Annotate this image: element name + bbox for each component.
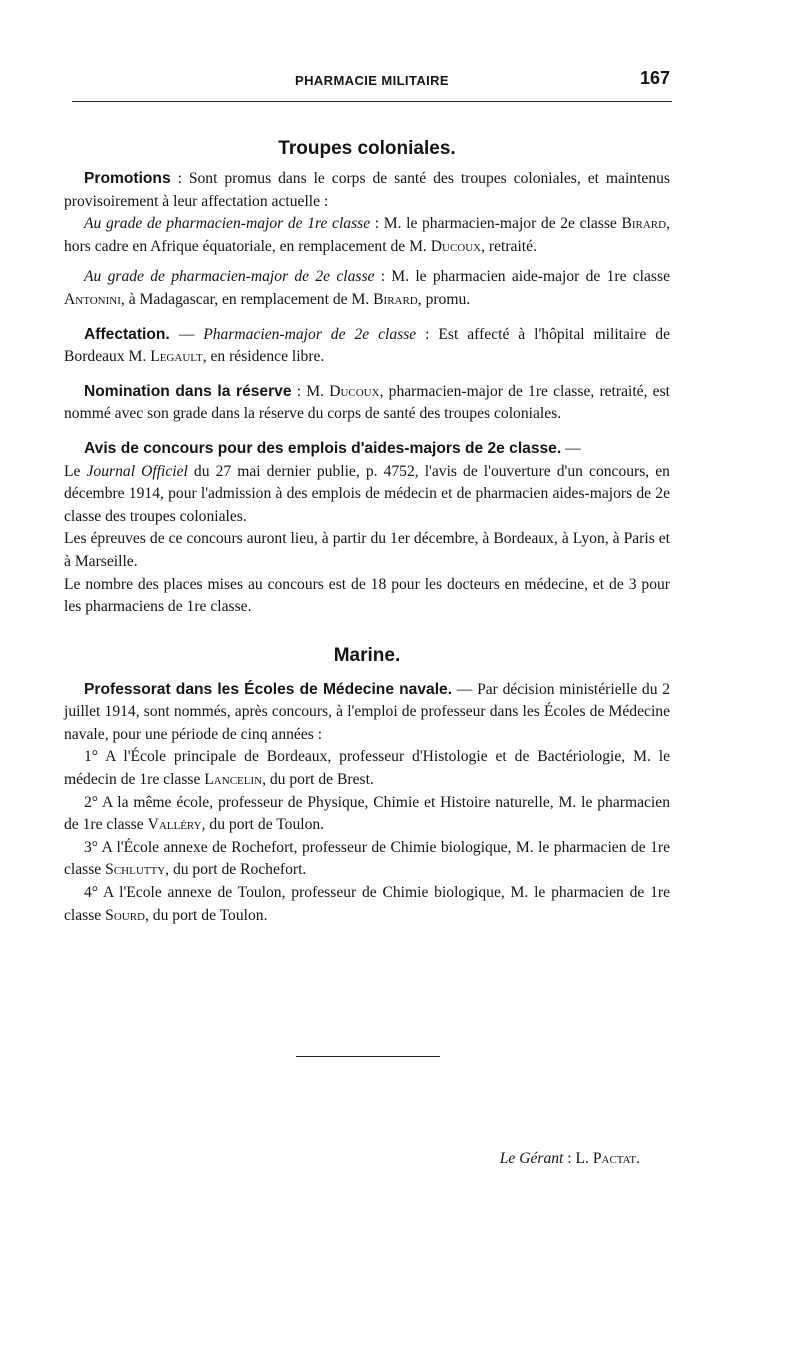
- professorat-heading: Professorat dans les Écoles de Médecine navale.: [84, 680, 453, 698]
- header-rule: [72, 101, 672, 102]
- concours-paragraph-3: Le nombre des places mises au concours est de 18 pour les docteurs en médecine, et de 3 pour les pharmaciens de 1re classe.: [64, 575, 670, 616]
- professorat-paragraph: [64, 679, 670, 747]
- text-run: : L.: [563, 1150, 593, 1167]
- nomination-paragraph: [64, 381, 670, 426]
- section-title-marine: Marine.: [333, 644, 401, 666]
- text-run: , hors cadre en Afrique équatoriale, en remplacement de M.: [64, 215, 670, 255]
- text-run: .: [636, 1150, 640, 1167]
- closing-rule: [296, 1056, 440, 1057]
- text-run: , du port de Toulon.: [144, 906, 268, 924]
- promotion-item-1: [64, 213, 670, 258]
- gerant-signature: [500, 1150, 640, 1168]
- text-run: , retraité.: [481, 237, 537, 255]
- text-run: 1° A l'École principale de Bordeaux, professeur d'Histologie et de Bactériologie, M. le médecin de 1re classe: [64, 748, 670, 789]
- person-name: Valléry: [147, 816, 202, 834]
- section-title-troupes-coloniales: Troupes coloniales.: [278, 138, 456, 159]
- text-run: , pharmacien-major de 1re classe, retraité, est nommé avec son grade dans la réserve du corps de santé des troupes coloniales.: [64, 382, 671, 423]
- dash: —: [561, 439, 581, 457]
- professorat-item-3: [64, 837, 670, 882]
- text-run: , du port de Rochefort.: [165, 861, 307, 879]
- concours-heading-paragraph: [64, 438, 670, 461]
- person-name: Schlutty: [105, 861, 166, 879]
- text-run: , promu.: [417, 290, 471, 308]
- gerant-name: Pactat: [592, 1150, 637, 1167]
- gerant-label: Le Gérant: [499, 1150, 564, 1167]
- dash: —: [169, 325, 204, 343]
- concours-heading: Avis de concours pour des emplois d'aides-majors de 2e classe.: [84, 439, 562, 457]
- page-body: [64, 130, 670, 927]
- text-run: 3° A l'École annexe de Rochefort, professeur de Chimie biologique, M. le pharmacien de 1re classe: [64, 838, 670, 879]
- grade-label: Pharmacien-major de 2e classe: [203, 325, 417, 343]
- person-name: Sourd: [105, 906, 145, 924]
- person-name: Antonini: [64, 290, 121, 308]
- nomination-heading: Nomination dans la réserve: [84, 382, 292, 400]
- text-run: : M. le pharmacien-major de 2e classe: [370, 215, 622, 233]
- promotions-heading: Promotions: [84, 170, 171, 187]
- page-number: 167: [639, 68, 670, 88]
- page-header: [72, 70, 672, 96]
- text-run: 2° A la même école, professeur de Physique, Chimie et Histoire naturelle, M. le pharmacien de 1re classe: [64, 793, 670, 834]
- professorat-item-2: [64, 792, 670, 837]
- text-run: : M. le pharmacien aide-major de 1re classe: [374, 268, 670, 286]
- affectation-heading: Affectation.: [84, 325, 170, 343]
- dash: —: [452, 680, 478, 698]
- person-name: Legault: [150, 348, 203, 366]
- text-run: 4° A l'Ecole annexe de Toulon, professeur de Chimie biologique, M. le pharmacien de 1re classe: [64, 884, 670, 924]
- text-run: : Est affecté à l'hôpital militaire de Bordeaux M.: [64, 325, 670, 366]
- text-run: , en résidence libre.: [202, 348, 325, 366]
- journal-title: Journal Officiel: [86, 462, 188, 480]
- promotions-paragraph: [64, 168, 670, 213]
- affectation-paragraph: [64, 324, 670, 369]
- text-run: : M.: [291, 382, 330, 400]
- person-name: Birard: [373, 290, 418, 308]
- running-title: PHARMACIE MILITAIRE: [295, 73, 449, 88]
- person-name: Lancelin: [204, 771, 263, 789]
- text-run: Par décision ministérielle du 2 juillet 1914, sont nommés, après concours, à l'emploi de professeur dans les Écoles de Médecine navale, pour une période de cinq années :: [64, 680, 671, 743]
- promotion-item-2: [64, 266, 670, 311]
- professorat-item-1: [64, 746, 670, 791]
- text-run: , du port de Brest.: [262, 771, 374, 789]
- text-run: Le: [64, 462, 87, 480]
- person-name: Ducoux: [329, 382, 380, 400]
- text-run: , à Madagascar, en remplacement de M.: [120, 290, 374, 308]
- person-name: Ducoux: [430, 237, 482, 255]
- grade-label: Au grade de pharmacien-major de 1re classe: [84, 215, 371, 233]
- person-name: Birard: [621, 215, 667, 233]
- text-run: , du port de Toulon.: [201, 816, 325, 834]
- concours-paragraph: [64, 461, 670, 529]
- text-run: du 27 mai dernier publie, p. 4752, l'avis de l'ouverture d'un concours, en décembre 1914, pour l'admission à des emplois de médecin et de pharmacien aides-majors de 2e classe des troupes coloniales.: [64, 462, 670, 525]
- concours-paragraph-2: Les épreuves de ce concours auront lieu, à partir du 1er décembre, à Bordeaux, à Lyon, à Paris et à Marseille.: [64, 530, 670, 570]
- professorat-item-4: [64, 882, 670, 927]
- grade-label: Au grade de pharmacien-major de 2e classe: [84, 268, 375, 286]
- promotions-intro: : Sont promus dans le corps de santé des troupes coloniales, et maintenus provisoirement à leur affectation actuelle :: [64, 170, 670, 210]
